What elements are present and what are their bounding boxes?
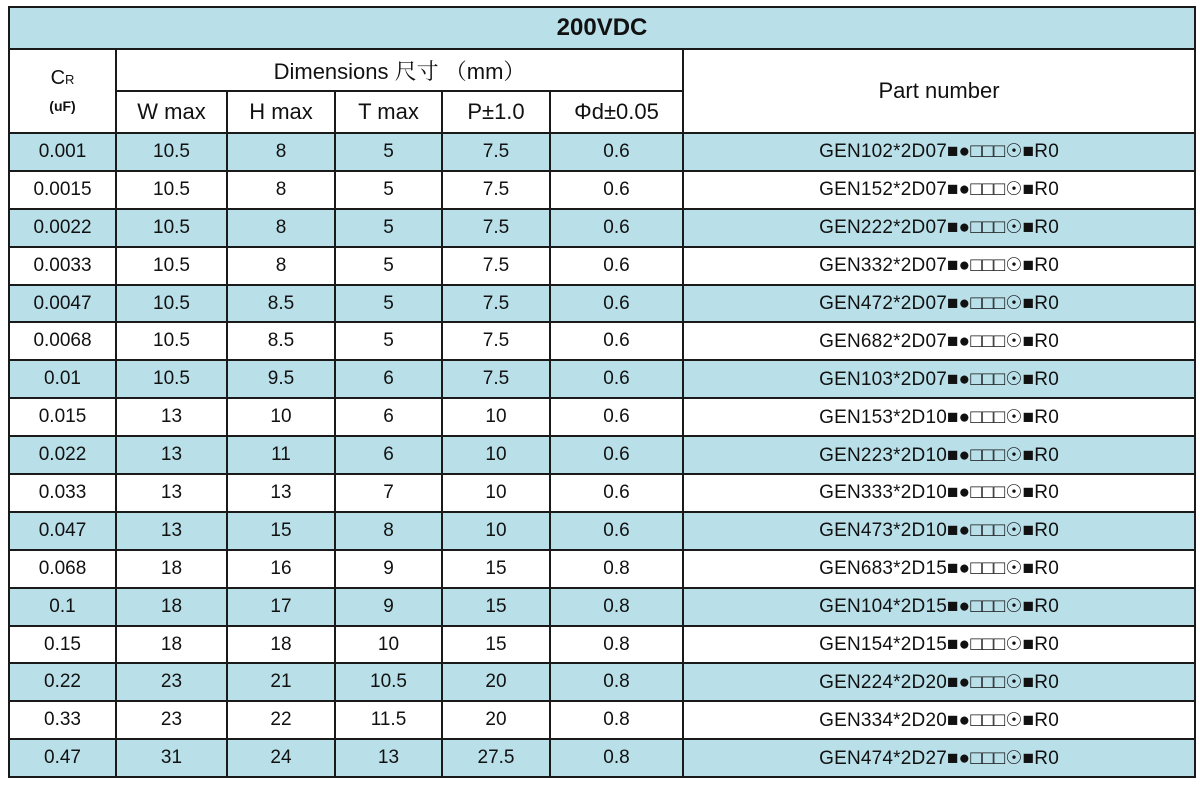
w-max-cell: 10.5 <box>116 171 227 209</box>
lead-diameter-cell: 0.8 <box>550 626 683 664</box>
t-max-cell: 5 <box>335 209 442 247</box>
part-number-cell: GEN153*2D10■●□□□☉■R0 <box>683 398 1195 436</box>
pitch-cell: 7.5 <box>442 322 550 360</box>
pitch-cell: 15 <box>442 626 550 664</box>
part-number-cell: GEN152*2D07■●□□□☉■R0 <box>683 171 1195 209</box>
table-row <box>9 436 1195 474</box>
w-max-cell: 13 <box>116 474 227 512</box>
t-max-cell: 6 <box>335 398 442 436</box>
h-max-cell: 22 <box>227 701 335 739</box>
lead-diameter-cell: 0.6 <box>550 285 683 323</box>
part-number-cell: GEN473*2D10■●□□□☉■R0 <box>683 512 1195 550</box>
capacitance-cell: 0.022 <box>9 436 116 474</box>
dimensions-header: Dimensions 尺寸 （mm） <box>116 49 683 91</box>
t-max-cell: 8 <box>335 512 442 550</box>
capacitance-cell: 0.01 <box>9 360 116 398</box>
pitch-cell: 7.5 <box>442 133 550 171</box>
pitch-cell: 7.5 <box>442 209 550 247</box>
h-max-cell: 18 <box>227 626 335 664</box>
table-body <box>9 133 1195 777</box>
pitch-cell: 15 <box>442 550 550 588</box>
part-number-cell: GEN682*2D07■●□□□☉■R0 <box>683 322 1195 360</box>
pitch-cell: 27.5 <box>442 739 550 777</box>
part-number-cell: GEN154*2D15■●□□□☉■R0 <box>683 626 1195 664</box>
t-max-cell: 10 <box>335 626 442 664</box>
h-max-cell: 15 <box>227 512 335 550</box>
lead-diameter-cell: 0.6 <box>550 474 683 512</box>
lead-diameter-cell: 0.6 <box>550 247 683 285</box>
h-max-cell: 9.5 <box>227 360 335 398</box>
w-max-header: W max <box>116 91 227 133</box>
lead-diameter-header: Φd±0.05 <box>550 91 683 133</box>
part-number-cell: GEN223*2D10■●□□□☉■R0 <box>683 436 1195 474</box>
w-max-cell: 13 <box>116 512 227 550</box>
lead-diameter-cell: 0.8 <box>550 739 683 777</box>
table-row <box>9 626 1195 664</box>
pitch-cell: 10 <box>442 398 550 436</box>
pitch-cell: 10 <box>442 474 550 512</box>
lead-diameter-cell: 0.6 <box>550 360 683 398</box>
table-row <box>9 663 1195 701</box>
pitch-cell: 10 <box>442 512 550 550</box>
w-max-cell: 13 <box>116 398 227 436</box>
part-number-cell: GEN222*2D07■●□□□☉■R0 <box>683 209 1195 247</box>
h-max-cell: 16 <box>227 550 335 588</box>
w-max-cell: 31 <box>116 739 227 777</box>
capacitance-cell: 0.1 <box>9 588 116 626</box>
h-max-cell: 8 <box>227 133 335 171</box>
w-max-cell: 23 <box>116 701 227 739</box>
capacitance-cell: 0.068 <box>9 550 116 588</box>
t-max-cell: 5 <box>335 133 442 171</box>
w-max-cell: 10.5 <box>116 360 227 398</box>
lead-diameter-cell: 0.8 <box>550 550 683 588</box>
table-row <box>9 588 1195 626</box>
pitch-cell: 7.5 <box>442 285 550 323</box>
w-max-cell: 10.5 <box>116 209 227 247</box>
lead-diameter-cell: 0.6 <box>550 398 683 436</box>
t-max-cell: 5 <box>335 322 442 360</box>
capacitance-cell: 0.0033 <box>9 247 116 285</box>
capacitance-cell: 0.15 <box>9 626 116 664</box>
part-number-cell: GEN104*2D15■●□□□☉■R0 <box>683 588 1195 626</box>
part-number-cell: GEN474*2D27■●□□□☉■R0 <box>683 739 1195 777</box>
cr-subscript: R <box>65 72 75 88</box>
lead-diameter-cell: 0.6 <box>550 512 683 550</box>
t-max-cell: 6 <box>335 360 442 398</box>
table-row <box>9 171 1195 209</box>
pitch-header: P±1.0 <box>442 91 550 133</box>
h-max-cell: 8 <box>227 247 335 285</box>
pitch-cell: 15 <box>442 588 550 626</box>
w-max-cell: 10.5 <box>116 285 227 323</box>
h-max-cell: 11 <box>227 436 335 474</box>
t-max-cell: 5 <box>335 171 442 209</box>
capacitance-cell: 0.0047 <box>9 285 116 323</box>
w-max-cell: 18 <box>116 550 227 588</box>
pitch-cell: 7.5 <box>442 360 550 398</box>
w-max-cell: 23 <box>116 663 227 701</box>
t-max-cell: 13 <box>335 739 442 777</box>
h-max-cell: 8.5 <box>227 285 335 323</box>
part-number-cell: GEN224*2D20■●□□□☉■R0 <box>683 663 1195 701</box>
w-max-cell: 10.5 <box>116 247 227 285</box>
w-max-cell: 18 <box>116 588 227 626</box>
part-number-cell: GEN683*2D15■●□□□☉■R0 <box>683 550 1195 588</box>
table-row <box>9 209 1195 247</box>
table-row <box>9 247 1195 285</box>
table-row <box>9 701 1195 739</box>
t-max-cell: 9 <box>335 588 442 626</box>
h-max-header: H max <box>227 91 335 133</box>
h-max-cell: 17 <box>227 588 335 626</box>
capacitance-cell: 0.47 <box>9 739 116 777</box>
pitch-cell: 7.5 <box>442 171 550 209</box>
table-row <box>9 550 1195 588</box>
capacitor-spec-table <box>8 6 1196 778</box>
capacitance-header <box>9 49 116 133</box>
h-max-cell: 8 <box>227 209 335 247</box>
table-row <box>9 512 1195 550</box>
t-max-cell: 7 <box>335 474 442 512</box>
part-number-header: Part number <box>683 49 1195 133</box>
capacitance-cell: 0.001 <box>9 133 116 171</box>
capacitance-cell: 0.0068 <box>9 322 116 360</box>
lead-diameter-cell: 0.6 <box>550 209 683 247</box>
lead-diameter-cell: 0.6 <box>550 322 683 360</box>
table-row <box>9 133 1195 171</box>
table-row <box>9 398 1195 436</box>
part-number-cell: GEN332*2D07■●□□□☉■R0 <box>683 247 1195 285</box>
capacitance-cell: 0.33 <box>9 701 116 739</box>
w-max-cell: 13 <box>116 436 227 474</box>
part-number-cell: GEN334*2D20■●□□□☉■R0 <box>683 701 1195 739</box>
part-number-cell: GEN103*2D07■●□□□☉■R0 <box>683 360 1195 398</box>
table-row <box>9 360 1195 398</box>
h-max-cell: 24 <box>227 739 335 777</box>
t-max-cell: 11.5 <box>335 701 442 739</box>
table-title: 200VDC <box>9 7 1195 49</box>
part-number-cell: GEN333*2D10■●□□□☉■R0 <box>683 474 1195 512</box>
cr-symbol: C <box>50 67 66 90</box>
t-max-header: T max <box>335 91 442 133</box>
lead-diameter-cell: 0.8 <box>550 588 683 626</box>
pitch-cell: 10 <box>442 436 550 474</box>
table-row <box>9 474 1195 512</box>
part-number-cell: GEN472*2D07■●□□□☉■R0 <box>683 285 1195 323</box>
table-row <box>9 322 1195 360</box>
capacitance-cell: 0.0022 <box>9 209 116 247</box>
lead-diameter-cell: 0.8 <box>550 701 683 739</box>
pitch-cell: 7.5 <box>442 247 550 285</box>
lead-diameter-cell: 0.6 <box>550 133 683 171</box>
w-max-cell: 10.5 <box>116 322 227 360</box>
pitch-cell: 20 <box>442 663 550 701</box>
cr-unit: (uF) <box>49 98 76 115</box>
t-max-cell: 5 <box>335 247 442 285</box>
t-max-cell: 6 <box>335 436 442 474</box>
capacitance-cell: 0.033 <box>9 474 116 512</box>
capacitance-cell: 0.047 <box>9 512 116 550</box>
h-max-cell: 8.5 <box>227 322 335 360</box>
h-max-cell: 13 <box>227 474 335 512</box>
part-number-cell: GEN102*2D07■●□□□☉■R0 <box>683 133 1195 171</box>
lead-diameter-cell: 0.6 <box>550 171 683 209</box>
w-max-cell: 18 <box>116 626 227 664</box>
table-row <box>9 739 1195 777</box>
lead-diameter-cell: 0.8 <box>550 663 683 701</box>
t-max-cell: 5 <box>335 285 442 323</box>
h-max-cell: 21 <box>227 663 335 701</box>
h-max-cell: 10 <box>227 398 335 436</box>
pitch-cell: 20 <box>442 701 550 739</box>
capacitance-cell: 0.0015 <box>9 171 116 209</box>
lead-diameter-cell: 0.6 <box>550 436 683 474</box>
table-row <box>9 285 1195 323</box>
t-max-cell: 9 <box>335 550 442 588</box>
capacitance-cell: 0.22 <box>9 663 116 701</box>
t-max-cell: 10.5 <box>335 663 442 701</box>
h-max-cell: 8 <box>227 171 335 209</box>
w-max-cell: 10.5 <box>116 133 227 171</box>
capacitance-cell: 0.015 <box>9 398 116 436</box>
